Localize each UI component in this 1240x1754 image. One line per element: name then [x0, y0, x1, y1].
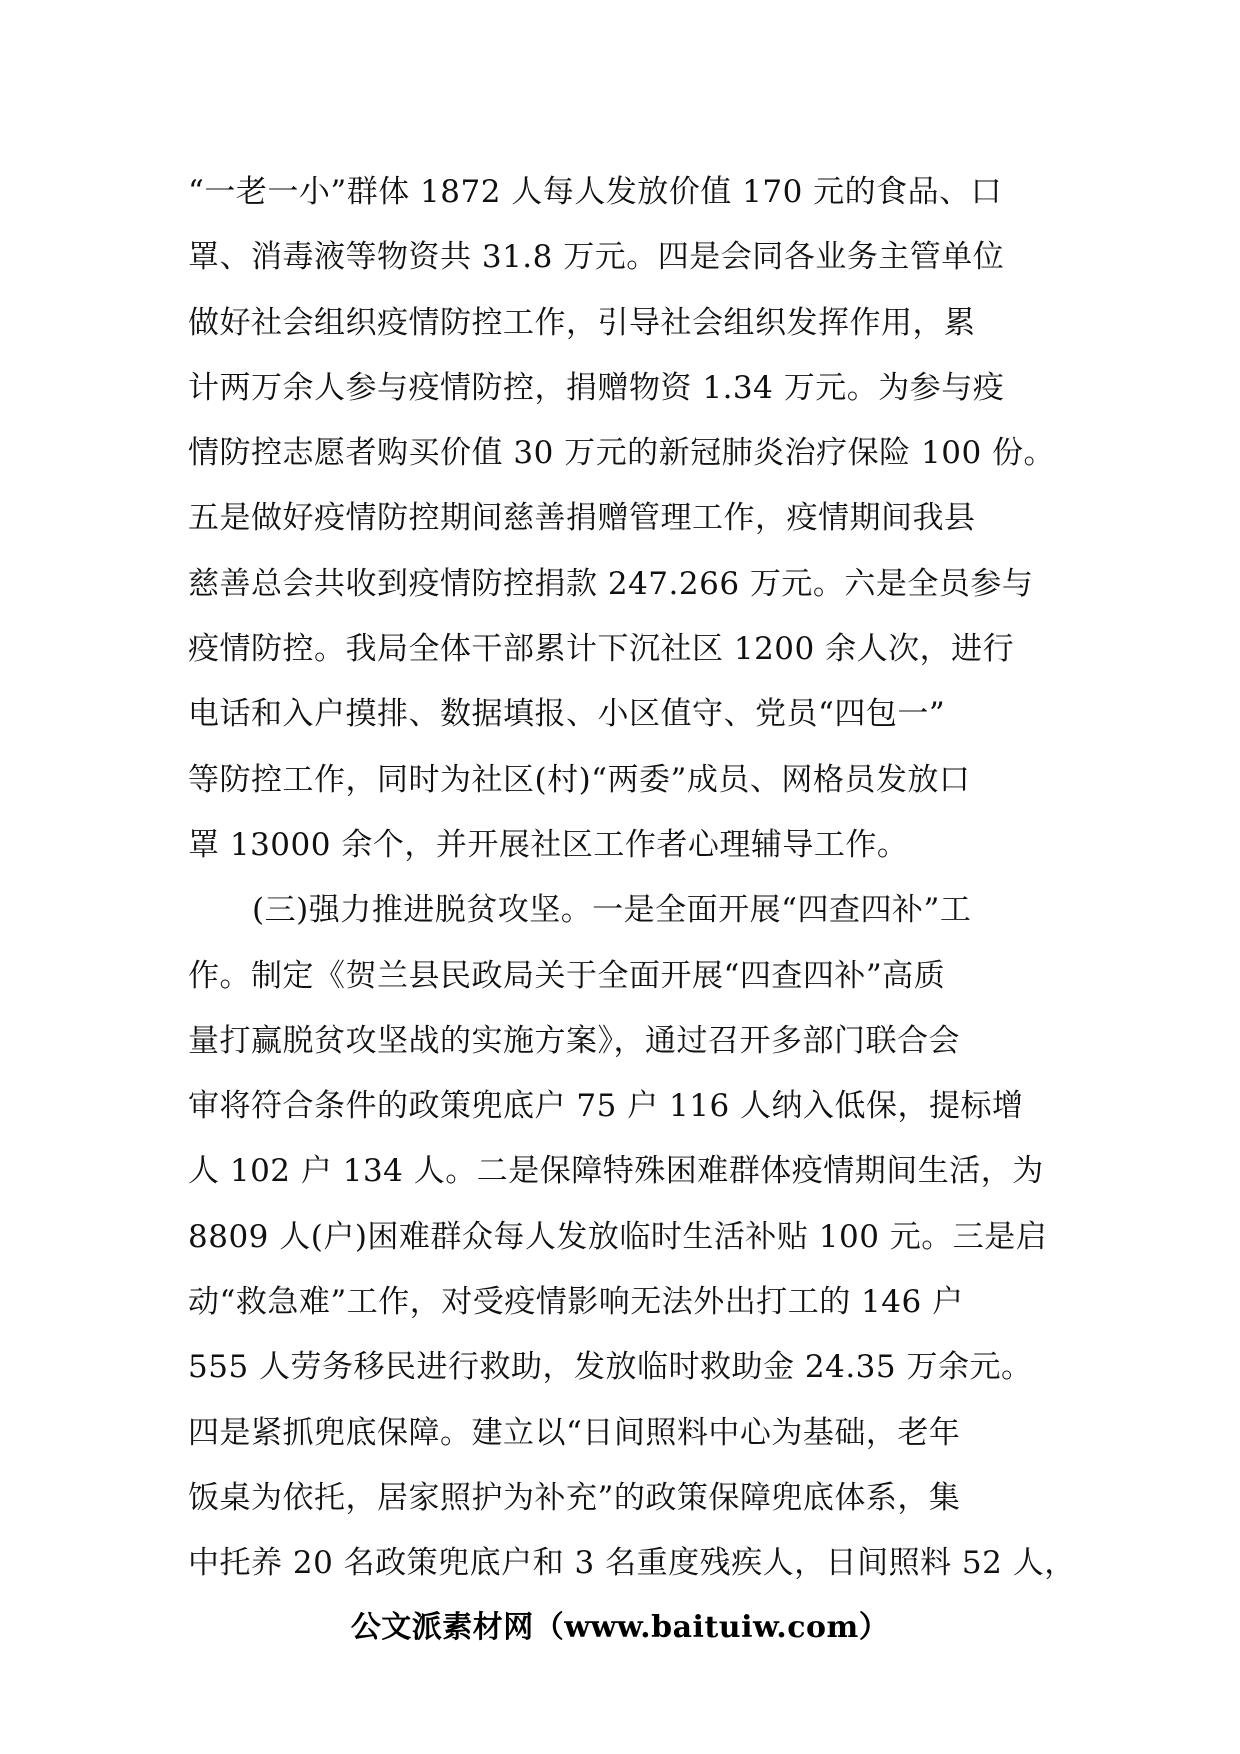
body-line: 555 人劳务移民进行救助，发放临时救助金 24.35 万余元。	[188, 1349, 1033, 1386]
body-line: 作。制定《贺兰县民政局关于全面开展“四查四补”高质	[188, 957, 946, 994]
document-body	[188, 160, 1076, 1597]
body-line: 五是做好疫情防控期间慈善捐赠管理工作，疫情期间我县	[188, 500, 976, 537]
body-line: 8809 人(户)困难群众每人发放临时生活补贴 100 元。三是启	[188, 1218, 1048, 1255]
body-line: 动“救急难”工作，对受疫情影响无法外出打工的 146 户	[188, 1284, 964, 1321]
body-line: 罩、消毒液等物资共 31.8 万元。四是会同各业务主管单位	[188, 239, 1005, 276]
section-heading-line: (三)强力推进脱贫攻坚。一是全面开展“四查四补”工	[252, 892, 972, 929]
body-line: “一老一小”群体 1872 人每人发放价值 170 元的食品、口	[188, 174, 1003, 210]
body-line: 电话和入户摸排、数据填报、小区值守、党员“四包一”	[188, 696, 946, 733]
body-line: 等防控工作，同时为社区(村)“两委”成员、网格员发放口	[188, 761, 971, 798]
body-line: 四是紧抓兜底保障。建立以“日间照料中心为基础，老年	[188, 1414, 961, 1451]
body-line: 审将符合条件的政策兜底户 75 户 116 人纳入低保，提标增	[188, 1088, 1024, 1125]
body-line: 计两万余人参与疫情防控，捐赠物资 1.34 万元。为参与疫	[188, 369, 1005, 406]
body-line: 疫情防控。我局全体干部累计下沉社区 1200 余人次，进行	[188, 631, 1015, 668]
body-line: 慈善总会共收到疫情防控捐款 247.266 万元。六是全员参与	[188, 565, 1034, 602]
footer-watermark: 公文派素材网（www.baituiw.com）	[350, 1610, 890, 1645]
body-line: 中托养 20 名政策兜底户和 3 名重度残疾人，日间照料 52 人，	[188, 1545, 1076, 1582]
body-line: 做好社会组织疫情防控工作，引导社会组织发挥作用，累	[188, 304, 976, 341]
body-line: 情防控志愿者购买价值 30 万元的新冠肺炎治疗保险 100 份。	[188, 435, 1056, 472]
body-line: 人 102 户 134 人。二是保障特殊困难群体疫情期间生活，为	[188, 1153, 1044, 1190]
body-line: 罩 13000 余个，并开展社区工作者心理辅导工作。	[188, 826, 909, 863]
body-line: 量打赢脱贫攻坚战的实施方案》，通过召开多部门联合会	[188, 1022, 960, 1059]
body-line: 饭桌为依托，居家照护为补充”的政策保障兜底体系，集	[188, 1479, 961, 1516]
